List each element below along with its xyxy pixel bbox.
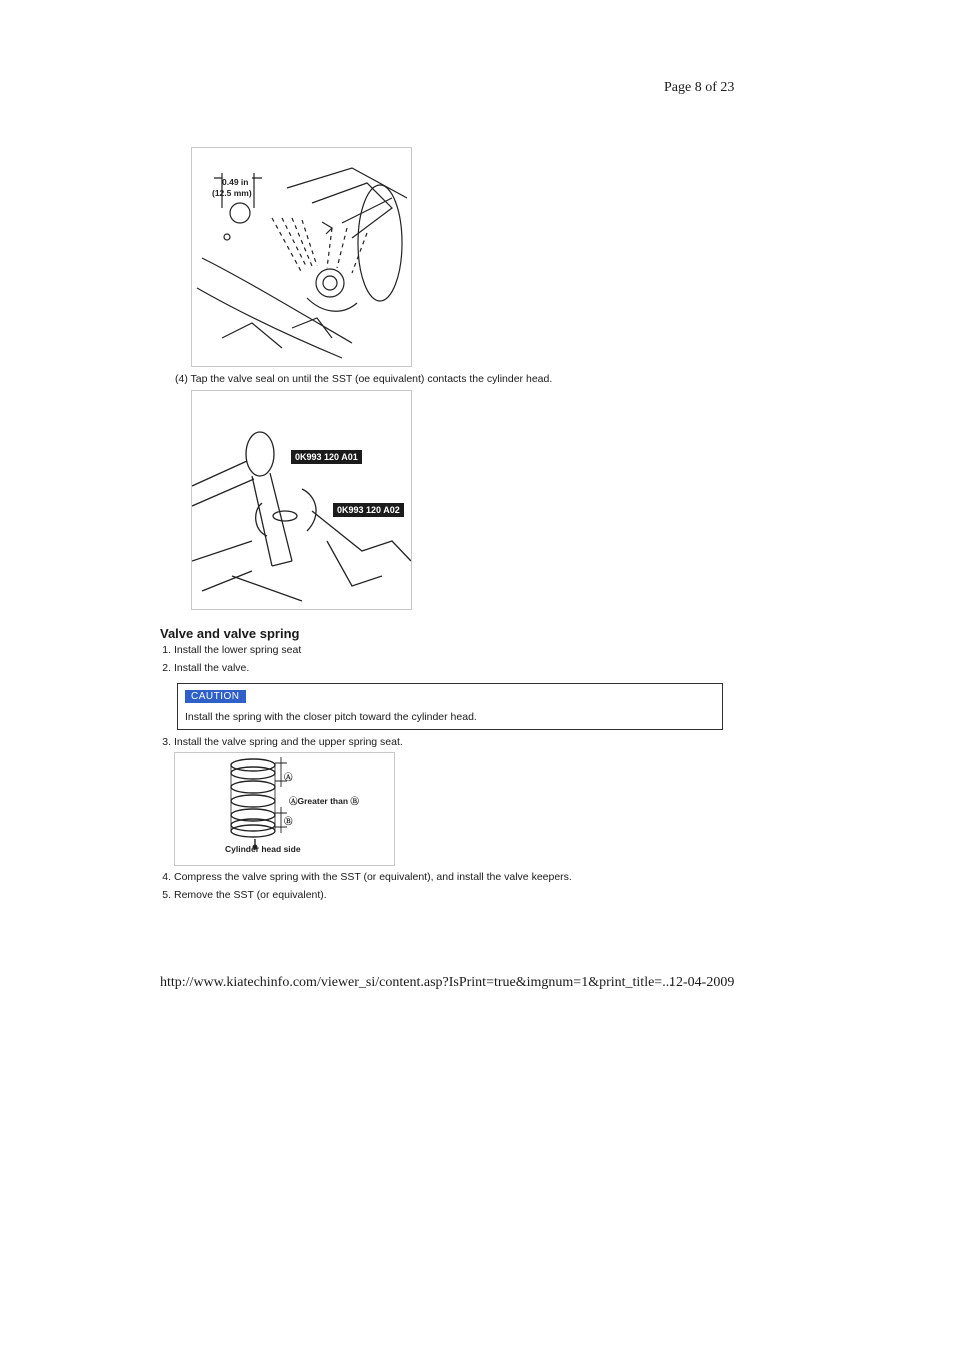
section-title: Valve and valve spring <box>160 626 300 641</box>
valve-spring-figure <box>174 752 395 866</box>
caution-text: Install the spring with the closer pitch toward the cylinder head. <box>185 711 477 723</box>
valve-seal-tap-drawing <box>192 391 411 609</box>
step-item: 3. Install the valve spring and the upper spring seat. <box>162 736 403 748</box>
spring-mark-a: Ⓐ <box>284 772 293 782</box>
caution-badge: CAUTION <box>185 690 246 703</box>
caution-box <box>177 683 723 730</box>
sst-label-a01: 0K993 120 A01 <box>291 450 362 464</box>
footer-date: 12-04-2009 <box>669 975 735 990</box>
spring-relation-label: ⒶGreater than Ⓑ <box>289 796 359 806</box>
step-item: 1. Install the lower spring seat <box>162 644 302 656</box>
step4-seal-caption: (4) Tap the valve seal on until the SST (oe equivalent) contacts the cylinder head. <box>175 373 553 385</box>
spring-mark-b: Ⓑ <box>284 816 293 826</box>
dimension-mm-label: (12.5 mm) <box>212 188 252 198</box>
spring-base-label: Cylinder head side <box>225 844 301 854</box>
valve-seal-height-figure <box>191 147 412 367</box>
page-number: Page 8 of 23 <box>664 80 735 95</box>
step-item: 5. Remove the SST (or equivalent). <box>162 889 327 901</box>
step-item: 4. Compress the valve spring with the SST (or equivalent), and install the valve keepers. <box>162 871 572 883</box>
sst-label-a02: 0K993 120 A02 <box>333 503 404 517</box>
step-item: 2. Install the valve. <box>162 662 250 674</box>
valve-seal-tap-figure <box>191 390 412 610</box>
footer-url: http://www.kiatechinfo.com/viewer_si/content.asp?IsPrint=true&imgnum=1&print_title=... <box>160 975 673 990</box>
dimension-inch-label: 0.49 in <box>222 177 249 187</box>
